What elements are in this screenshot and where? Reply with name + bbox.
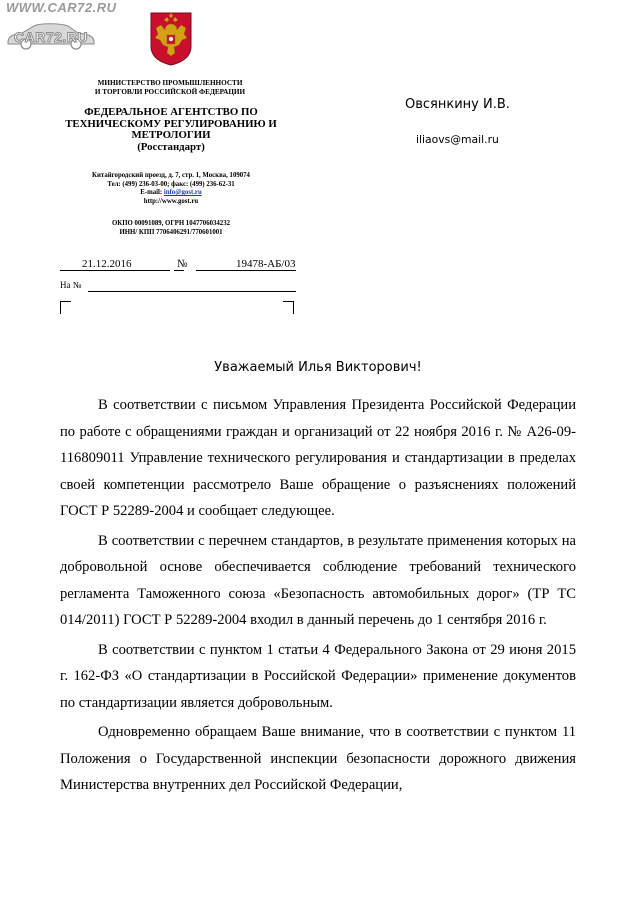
number-sign-underline (174, 270, 184, 271)
inn-kpp: ИНН/ КПП 7706406291/770601001 (119, 228, 223, 236)
letter-number: 19478-АБ/03 (236, 258, 296, 270)
reference-label: На № (60, 280, 82, 290)
registration-line (60, 258, 296, 272)
date-underline (60, 270, 170, 271)
agency-line-2: ТЕХНИЧЕСКОМУ РЕГУЛИРОВАНИЮ И (65, 117, 277, 130)
paragraph-1: В соответствии с письмом Управления Президента Российской Федерации по работе с обращениями граждан и организаций от 22 ноября 2016 г. № А26-09-116809011 Управление технического регулирования и стандартизации в пределах своей компетенции рассмотрело Ваше обращение о разъяснениях положений ГОСТ Р 52289-2004 и сообщает следующее. (60, 397, 576, 519)
address-corner-right (283, 301, 294, 314)
sender-address: Китайгородский проезд, д. 7, стр. 1, Москва, 109074 (92, 172, 250, 179)
email-label: E-mail: (140, 189, 164, 197)
reference-line (60, 280, 296, 294)
agency-short-name: (Росстандарт) (137, 140, 205, 153)
sender-contacts (60, 172, 282, 206)
agency-line-3: МЕТРОЛОГИИ (131, 129, 211, 141)
ministry-line-1: МИНИСТЕРСТВО ПРОМЫШЛЕННОСТИ (97, 79, 243, 87)
salutation: Уважаемый Илья Викторович! (214, 360, 422, 375)
ministry-name (60, 79, 280, 97)
paragraph-2: В соответствии с перечнем стандартов, в результате применения которых на добровольной основе обеспечивается соблюдение требований технического регламента Таможенного союза «Безопасность автомобильных дорог» (ТР ТС 014/2011) ГОСТ Р 52289-2004 входил в данный перечень до 1 сентября 2016 г. (60, 532, 576, 628)
agency-name (50, 107, 292, 153)
watermark-logo-text: CAR72.RU (14, 29, 89, 45)
agency-line-1: ФЕДЕРАЛЬНОЕ АГЕНТСТВО ПО (84, 106, 258, 118)
watermark-url: WWW.CAR72.RU (6, 0, 117, 15)
number-sign: № (177, 258, 188, 270)
paragraph-3: В соответствии с пунктом 1 статьи 4 Федерального Закона от 29 июня 2015 г. 162-ФЗ «О стандартизации в Российской Федерации» применение документов по стандартизации является добровольным. (60, 641, 576, 711)
reference-underline (88, 291, 296, 292)
sender-website[interactable]: http://www.gost.ru (143, 197, 199, 205)
sender-codes (60, 220, 282, 237)
address-corner-left (60, 301, 71, 314)
number-underline (196, 270, 296, 271)
letter-date: 21.12.2016 (82, 258, 132, 270)
ministry-line-2: И ТОРГОВЛИ РОССИЙСКОЙ ФЕДЕРАЦИИ (94, 88, 246, 96)
addressee-email: iliaovs@mail.ru (416, 133, 499, 146)
letter-body (60, 392, 576, 802)
paragraph-4: Одновременно обращаем Ваше внимание, что в соответствии с пунктом 11 Положения о Государственной инспекции безопасности дорожного движения Министерства внутренних дел Российской Федерации, (60, 724, 576, 793)
russian-coat-of-arms-icon (150, 12, 192, 66)
sender-phone: Тел: (499) 236-03-00; факс: (499) 236-62-31 (107, 180, 235, 188)
okpo-ogrn: ОКПО 00091089, ОГРН 1047706034232 (111, 220, 230, 227)
addressee-name: Овсянкину И.В. (405, 97, 510, 112)
sender-email-link[interactable]: info@gost.ru (163, 189, 202, 197)
sender-email-row (60, 189, 282, 198)
